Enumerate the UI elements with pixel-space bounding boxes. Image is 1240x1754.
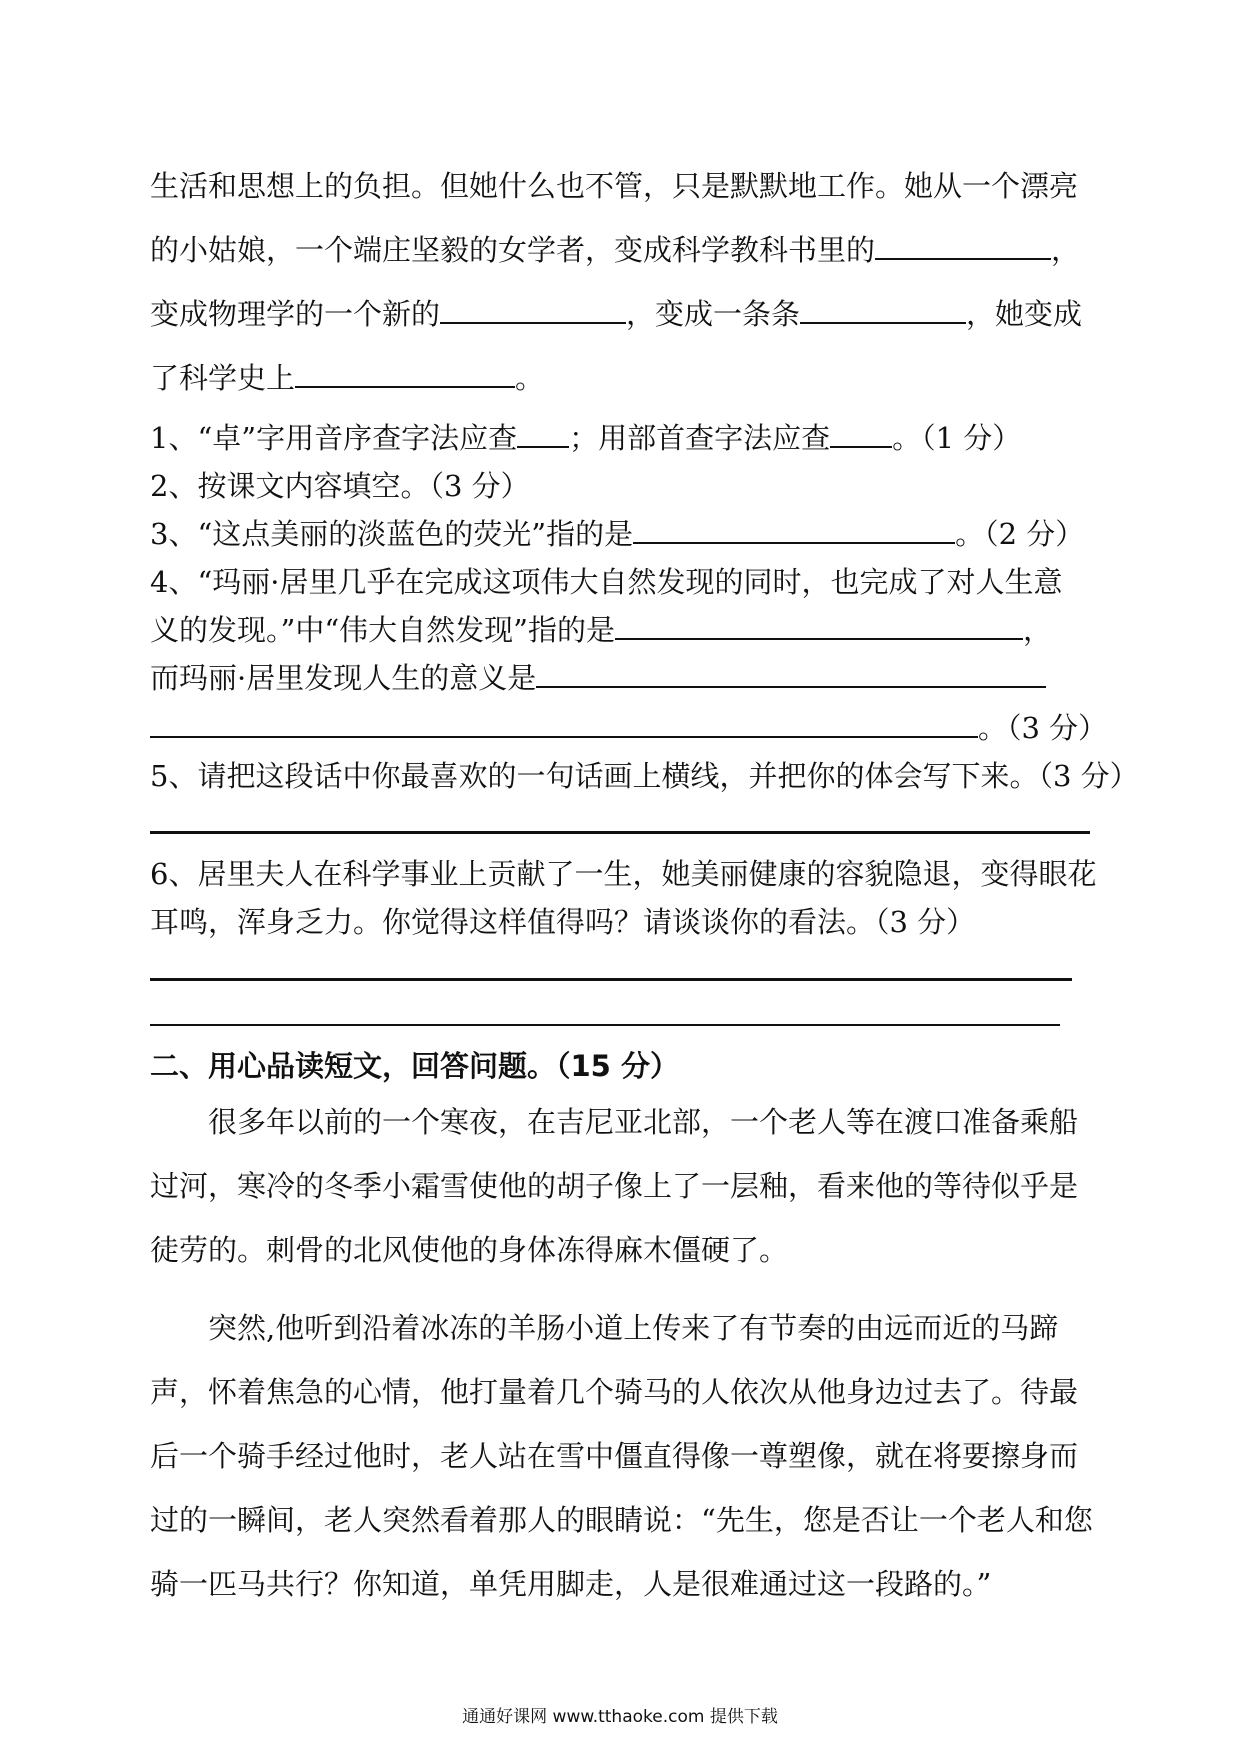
question-4-line-4: 。（3 分） — [150, 710, 1107, 746]
question-5: 5、请把这段话中你最喜欢的一句话画上横线，并把你的体会写下来。（3 分） — [150, 759, 1139, 793]
answer-blank[interactable] — [440, 296, 626, 324]
answer-blank[interactable] — [830, 420, 892, 448]
question-6-line-2: 耳鸣，浑身乏力。你觉得这样值得吗？请谈谈你的看法。（3 分） — [150, 905, 976, 939]
answer-line[interactable] — [150, 978, 1072, 981]
passage-line-1: 生活和思想上的负担。但她什么也不管，只是默默地工作。她从一个漂亮 — [150, 169, 1079, 203]
story-paragraph-2-line-5: 骑一匹马共行？你知道，单凭用脚走，人是很难通过这一段路的。” — [150, 1567, 992, 1601]
question-6-line-1: 6、居里夫人在科学事业上贡献了一生，她美丽健康的容貌隐退，变得眼花 — [150, 857, 1097, 891]
section-heading: 二、用心品读短文，回答问题。（15 分） — [150, 1049, 679, 1083]
question-3: 3、“这点美丽的淡蓝色的荧光”指的是 。（2 分） — [150, 517, 1085, 551]
answer-blank[interactable] — [150, 710, 978, 738]
story-paragraph-1-line-3: 徒劳的。刺骨的北风使他的身体冻得麻木僵硬了。 — [150, 1233, 789, 1267]
passage-line-4: 了科学史上 。 — [150, 361, 545, 395]
question-4-line-3: 而玛丽·居里发现人生的意义是 — [150, 660, 1046, 696]
answer-blank[interactable] — [875, 232, 1051, 260]
answer-blank[interactable] — [800, 296, 966, 324]
answer-line[interactable] — [150, 1024, 1060, 1026]
answer-blank[interactable] — [295, 360, 515, 388]
answer-line[interactable] — [150, 831, 1090, 834]
question-1: 1、“卓”字用音序查字法应查 ；用部首查字法应查 。（1 分） — [150, 421, 1022, 455]
question-2: 2、按课文内容填空。（3 分） — [150, 469, 530, 503]
story-paragraph-2-line-3: 后一个骑手经过他时，老人站在雪中僵直得像一尊塑像，就在将要擦身而 — [150, 1439, 1079, 1473]
question-4-line-1: 4、“玛丽·居里几乎在完成这项伟大自然发现的同时，也完成了对人生意 — [150, 565, 1063, 599]
story-paragraph-1-line-1: 很多年以前的一个寒夜，在吉尼亚北部，一个老人等在渡口准备乘船 — [208, 1105, 1079, 1139]
story-paragraph-2-line-2: 声，怀着焦急的心情，他打量着几个骑马的人依次从他身边过去了。待最 — [150, 1375, 1079, 1409]
answer-blank[interactable] — [615, 612, 1023, 640]
answer-blank[interactable] — [633, 516, 955, 544]
story-paragraph-2-line-1: 突然,他听到沿着冰冻的羊肠小道上传来了有节奏的由远而近的马蹄 — [208, 1311, 1059, 1345]
passage-line-2: 的小姑娘，一个端庄坚毅的女学者，变成科学教科书里的 ， — [150, 233, 1081, 267]
answer-blank[interactable] — [517, 420, 569, 448]
question-4-line-2: 义的发现。”中“伟大自然发现”指的是 ， — [150, 613, 1052, 647]
story-paragraph-2-line-4: 过的一瞬间，老人突然看着那人的眼睛说：“先生，您是否让一个老人和您 — [150, 1503, 1093, 1537]
story-paragraph-1-line-2: 过河，寒冷的冬季小霜雪使他的胡子像上了一层釉，看来他的等待似乎是 — [150, 1169, 1079, 1203]
page-footer: 通通好课网 www.tthaoke.com 提供下载 — [462, 1707, 778, 1727]
passage-line-3: 变成物理学的一个新的 ，变成一条条 ，她变成 — [150, 297, 1083, 331]
answer-blank[interactable] — [536, 660, 1046, 688]
